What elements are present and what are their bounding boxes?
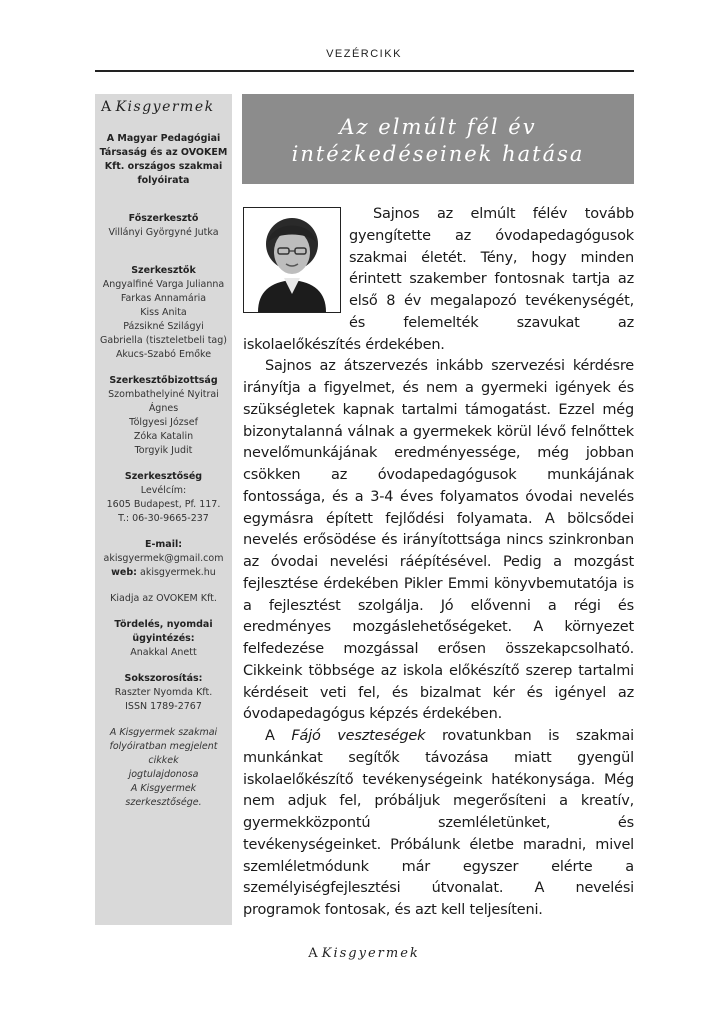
publisher-line: Társaság és az OVOKEM (99, 147, 228, 158)
editor-name: Kiss Anita (140, 307, 187, 318)
article-paragraph: Sajnos az átszervezés inkább szervezési kérdésre irányítja a figyelmet, és nem a gyermeki igények és szükségletek kapnak tartalmi támogatást. Ezzel még bizonytalanná válnak a gyermekek körül lévő felnőttek nevelőmunkájának eredményessége, még jobban csökken az óvodapedagógusok munkájának fontossága, és a 3-4 éves folyamatos óvodai nevelés egymásra épített fejlődési folyamata. A bölcsődei nevelés erősödése és irányítottsága nincs szinkronban az óvodai nevelési ráépítésével. Pedig a mozgást fejlesztése érdekében Pikler Emmi könyvbemutatója is a fejlesztést szolgálja. Jó elővenni a régi és eredményes mozgáslehetőségeket. A környezet felfedezése mozgással erősen összekapcsolható. Cikkeink többsége az iskola előkészítő szerep tartalmi kérdéseit veti fel, és bizalmat kér és igényel az óvodapedagógus képzés érdekében. (243, 358, 634, 723)
email-address: akisgyermek@gmail.com (103, 553, 224, 564)
article-paragraph (243, 726, 634, 922)
publisher-line: Kft. országos szakmai (104, 161, 223, 172)
editor-name: Gabriella (tiszteletbeli tag) (100, 335, 227, 346)
copyright-line: A Kisgyermek (130, 783, 197, 794)
print-line: Raszter Nyomda Kft. (114, 687, 213, 698)
paragraph-rest: rovatunkban is szakmai munkánkat segítők távozása miatt gyengül iskolaelőkészítő tevékenységeink hatékonysága. Még nem adjuk fel, próbáljuk megerősíteni a kreatív, gyermekközpontú szemléletünket, és tevékenységeinket. Próbálunk életbe maradni, mivel szemléletmódunk már egyszer elérte a személyiségfejlesztési útvonalat. A nevelési programok fontosak, és azt kell teljesíteni. (243, 728, 634, 918)
editors-heading: Szerkesztők (131, 265, 196, 276)
copyright-line: jogtulajdonosa (128, 769, 199, 780)
web-address: akisgyermek.hu (140, 567, 216, 578)
office-line: 1605 Budapest, Pf. 117. (106, 499, 221, 510)
publisher-note: Kiadja az OVOKEM Kft. (110, 593, 217, 604)
article-title-line: intézkedéseinek hatása (291, 142, 585, 166)
publisher-line: A Magyar Pedagógiai (106, 133, 221, 144)
masthead-sidebar (95, 94, 232, 925)
editor-name: Farkas Annamária (120, 293, 207, 304)
editor-name: Pázsikné Szilágyi (123, 321, 204, 332)
board-member: Ágnes (148, 403, 179, 414)
copyright-note (99, 726, 228, 810)
publisher-line: folyóirata (137, 175, 190, 186)
web-line (99, 566, 228, 580)
masthead-title-name: Kisgyermek (115, 99, 215, 115)
board-heading: Szerkesztőbizottság (109, 375, 218, 386)
editor-name: Angyalfiné Varga Julianna (102, 279, 225, 290)
paragraph-start: A (265, 728, 292, 744)
section-label: VEZÉRCIKK (326, 48, 402, 60)
article-title-line: Az elmúlt fél év (339, 115, 537, 139)
article-paragraph: Sajnos az elmúlt félév tovább gyengítette az óvodapedagógusok szakmai életét. Tény, hogy minden érintett szakember fontosnak tartja az első 8 év megalapozó tevékenységét, és felemelték szavukat az iskolaelőkészítés érdekében. (243, 206, 634, 353)
board-member: Torgyik Judit (134, 445, 193, 456)
copyright-line: szerkesztősége. (125, 797, 202, 808)
copyright-line: A Kisgyermek szakmai (109, 727, 218, 738)
page-footer (0, 946, 728, 961)
office-line: T.: 06-30-9665-237 (118, 513, 209, 524)
column-name: Fájó veszteségek (291, 728, 426, 744)
article-body (243, 204, 634, 922)
layout-by: Anakkal Anett (130, 647, 197, 658)
article-title-banner (242, 94, 634, 184)
layout-heading: Tördelés, nyomdai (114, 619, 213, 630)
copyright-line: folyóiratban megjelent (109, 741, 218, 752)
masthead-title (99, 98, 228, 116)
editor-name: Akucs-Szabó Emőke (115, 349, 212, 360)
footer-prefix: A (308, 946, 318, 961)
office-heading: Szerkesztőség (124, 471, 203, 482)
editor-in-chief-heading: Főszerkesztő (128, 213, 199, 224)
print-line: ISSN 1789-2767 (125, 701, 202, 712)
copyright-line: cikkek (148, 755, 179, 766)
editor-in-chief: Villányi Györgyné Jutka (108, 227, 219, 238)
header-rule (95, 70, 634, 72)
footer-name: Kisgyermek (321, 946, 420, 961)
email-label: E-mail: (144, 539, 183, 550)
board-member: Szombathelyiné Nyitrai (108, 389, 219, 400)
publisher-block (99, 132, 228, 188)
office-line: Levélcím: (140, 485, 187, 496)
layout-heading: ügyintézés: (132, 633, 195, 644)
masthead-title-prefix: A (101, 99, 112, 115)
board-member: Tölgyesi József (129, 417, 198, 428)
board-member: Zóka Katalin (133, 431, 194, 442)
print-heading: Sokszorosítás: (124, 673, 203, 684)
web-label: web: (111, 567, 137, 578)
